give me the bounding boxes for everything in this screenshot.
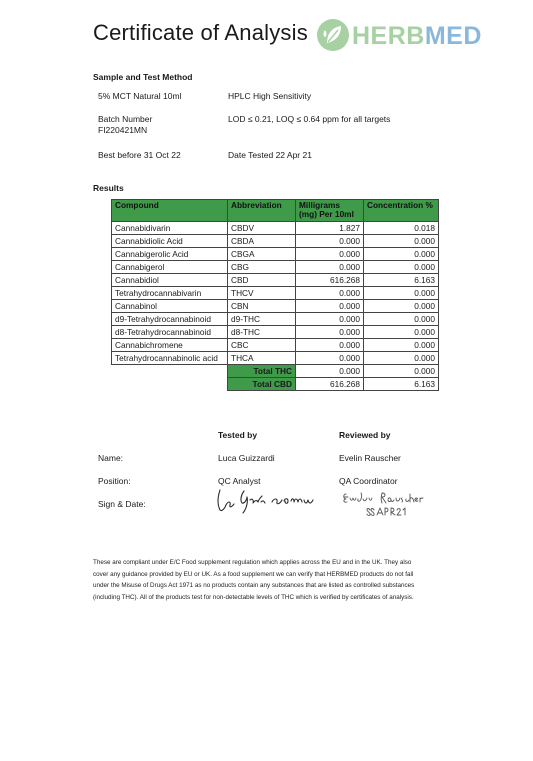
abbreviation-cell: CBC (228, 339, 296, 352)
abbreviation-cell: d8-THC (228, 326, 296, 339)
position-label: Position: (98, 476, 131, 486)
compound-cell: Cannabidivarin (112, 222, 228, 235)
column-header-concentration: Concentration % (364, 200, 439, 222)
abbreviation-cell: d9-THC (228, 313, 296, 326)
batch-label: Batch Number (98, 114, 153, 124)
table-header-row (112, 200, 439, 222)
milligrams-cell: 0.000 (296, 287, 364, 300)
tested-by-heading: Tested by (218, 430, 258, 440)
detection-limits: LOD ≤ 0.21, LOQ ≤ 0.64 ppm for all targets (228, 114, 391, 124)
compound-cell: Cannabidiolic Acid (112, 235, 228, 248)
tested-by-signature (214, 486, 330, 516)
table-row (112, 287, 439, 300)
tested-by-position: QC Analyst (218, 476, 261, 486)
test-method: HPLC High Sensitivity (228, 91, 312, 101)
reviewed-by-heading: Reviewed by (339, 430, 391, 440)
totals-body (112, 365, 439, 391)
concentration-cell: 0.000 (364, 300, 439, 313)
milligrams-cell: 0.000 (296, 339, 364, 352)
footer-line: under the Misuse of Drugs Act 1971 as no products contain any substances that are listed as controlled substances (93, 582, 415, 589)
results-body (112, 222, 439, 365)
abbreviation-cell: THCA (228, 352, 296, 365)
compound-cell: Cannabichromene (112, 339, 228, 352)
table-row (112, 222, 439, 235)
concentration-cell: 0.000 (364, 248, 439, 261)
reviewed-by-signature (340, 490, 430, 520)
milligrams-cell: 616.268 (296, 274, 364, 287)
milligrams-cell: 0.000 (296, 261, 364, 274)
concentration-cell: 0.018 (364, 222, 439, 235)
concentration-cell: 0.000 (364, 326, 439, 339)
milligrams-cell: 0.000 (296, 326, 364, 339)
compound-cell: d9-Tetrahydrocannabinoid (112, 313, 228, 326)
compound-cell: Tetrahydrocannabivarin (112, 287, 228, 300)
concentration-cell: 0.000 (364, 261, 439, 274)
concentration-cell: 0.000 (364, 339, 439, 352)
sign-date-label: Sign & Date: (98, 499, 146, 509)
herbmed-logo (316, 18, 500, 52)
table-row (112, 274, 439, 287)
compound-cell: Tetrahydrocannabinolic acid (112, 352, 228, 365)
footer-line: These are compliant under E/C Food supplement regulation which applies across the EU and in the UK. They also (93, 559, 412, 566)
total-milligrams-cell: 616.268 (296, 378, 364, 391)
total-row (112, 365, 439, 378)
table-row (112, 352, 439, 365)
leaf-drop-icon (316, 18, 350, 52)
name-label: Name: (98, 453, 124, 463)
table-row (112, 339, 439, 352)
abbreviation-cell: CBDV (228, 222, 296, 235)
best-before: Best before 31 Oct 22 (98, 150, 181, 160)
concentration-cell: 0.000 (364, 313, 439, 326)
column-header-compound: Compound (112, 200, 228, 222)
compliance-footer (93, 557, 458, 603)
reviewed-by-position: QA Coordinator (339, 476, 398, 486)
product-name: 5% MCT Natural 10ml (98, 91, 182, 101)
empty-cell (112, 378, 228, 391)
date-tested: Date Tested 22 Apr 21 (228, 150, 312, 160)
milligrams-cell: 1.827 (296, 222, 364, 235)
milligrams-cell: 0.000 (296, 248, 364, 261)
footer-line: cover any guidance provided by EU or UK. As a food supplement we can verify that HERBMED products do not fall (93, 570, 414, 578)
total-milligrams-cell: 0.000 (296, 365, 364, 378)
milligrams-cell: 0.000 (296, 352, 364, 365)
table-row (112, 235, 439, 248)
concentration-cell: 6.163 (364, 274, 439, 287)
results-heading: Results (93, 183, 124, 193)
abbreviation-cell: CBGA (228, 248, 296, 261)
abbreviation-cell: CBD (228, 274, 296, 287)
compound-cell: Cannabigerol (112, 261, 228, 274)
logo-wordmark: HERBMED (352, 22, 482, 50)
batch-value: FI220421MN (98, 125, 148, 135)
table-row (112, 326, 439, 339)
table-row (112, 313, 439, 326)
milligrams-cell: 0.000 (296, 235, 364, 248)
total-concentration-cell: 6.163 (364, 378, 439, 391)
table-row (112, 248, 439, 261)
compound-cell: Cannabinol (112, 300, 228, 313)
milligrams-cell: 0.000 (296, 300, 364, 313)
column-header-abbreviation: Abbreviation (228, 200, 296, 222)
abbreviation-cell: CBDA (228, 235, 296, 248)
milligrams-cell: 0.000 (296, 313, 364, 326)
column-header-milligrams: Milligrams (mg) Per 10ml (296, 200, 364, 222)
footer-line: (including THC). All of the products test for non-detectable levels of THC which is verified by certificates of analysis. (93, 593, 414, 601)
concentration-cell: 0.000 (364, 235, 439, 248)
abbreviation-cell: CBN (228, 300, 296, 313)
compound-cell: Cannabigerolic Acid (112, 248, 228, 261)
table-row (112, 300, 439, 313)
reviewed-by-name: Evelin Rauscher (339, 453, 401, 463)
concentration-cell: 0.000 (364, 287, 439, 300)
compound-cell: d8-Tetrahydrocannabinoid (112, 326, 228, 339)
abbreviation-cell: THCV (228, 287, 296, 300)
empty-cell (112, 365, 228, 378)
abbreviation-cell: CBG (228, 261, 296, 274)
compound-cell: Cannabidiol (112, 274, 228, 287)
page-title: Certificate of Analysis (93, 20, 308, 45)
sample-heading: Sample and Test Method (93, 72, 193, 82)
tested-by-name: Luca Guizzardi (218, 453, 275, 463)
total-label-cell: Total CBD (228, 378, 296, 391)
total-label-cell: Total THC (228, 365, 296, 378)
total-row (112, 378, 439, 391)
table-row (112, 261, 439, 274)
concentration-cell: 0.000 (364, 352, 439, 365)
results-table (111, 199, 439, 391)
total-concentration-cell: 0.000 (364, 365, 439, 378)
